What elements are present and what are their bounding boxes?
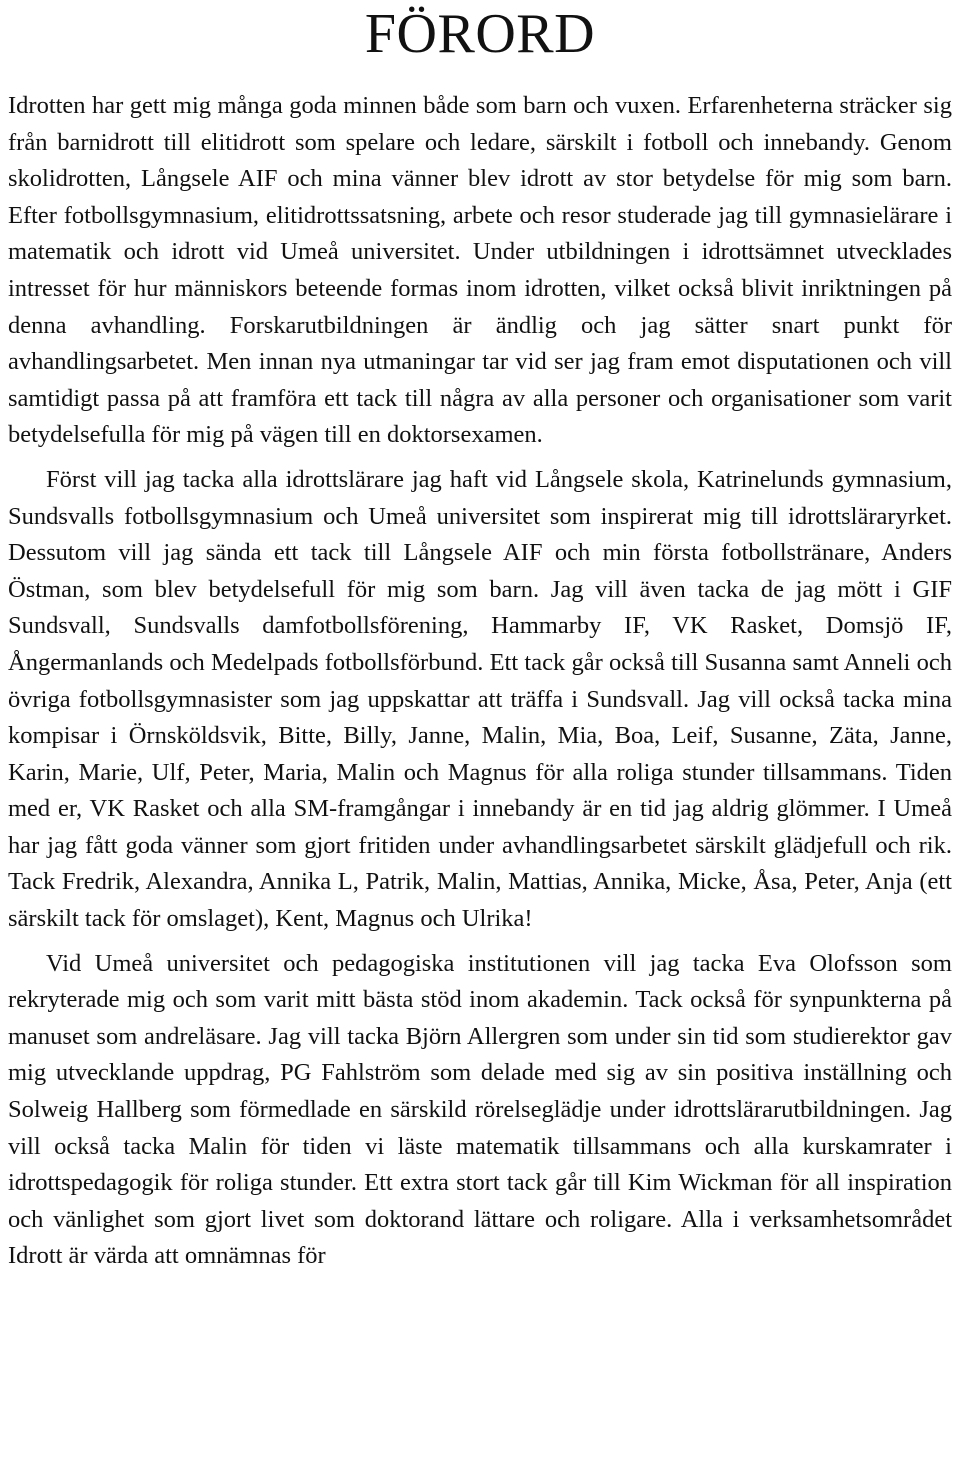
paragraph-1: Idrotten har gett mig många goda minnen både som barn och vuxen. Erfarenheterna sträcker sig från barnidrott till elitidrott som spelare och ledare, särskilt i fotboll och innebandy. Genom skolidrotten, Långsele AIF och mina vänner blev idrott av stor betydelse för mig som barn. Efter fotbollsgymnasium, elitidrottssatsning, arbete och resor studerade jag till gymnasielärare i matematik och idrott vid Umeå universitet. Under utbildningen i idrottsämnet utvecklades intresset för hur människors beteende formas inom idrotten, vilket också blivit inriktningen på denna avhandling. Forskarutbildningen är ändlig och jag sätter snart punkt för avhandlingsarbetet. Men innan nya utmaningar tar vid ser jag fram emot disputationen och vill samtidigt passa på att framföra ett tack till några av alla personer och organisationer som varit betydelsefulla för mig på vägen till en doktorsexamen. xyxy=(8,92,952,449)
paragraph-3: Vid Umeå universitet och pedagogiska institutionen vill jag tacka Eva Olofsson som rekryterade mig och som varit mitt bästa stöd inom akademin. Tack också för synpunkterna på manuset som andreläsare. Jag vill tacka Björn Allergren som under sin tid som studierektor gav mig utvecklande uppdrag, PG Fahlström som delade med sig av sin positiva inställning och Solweig Hallberg som förmedlade en särskild rörelseglädje under idrottslärarutbildningen. Jag vill också tacka Malin för tiden vi läste matematik tillsammans och alla kurskamrater i idrottspedagogik för roliga stunder. Ett extra stort tack går till Kim Wickman för all inspiration och vänlighet som gjort livet som doktorand lättare och roligare. Alla i verksamhetsområdet Idrott är värda att omnämnas för xyxy=(8,949,952,1270)
page-title: FÖRORD xyxy=(364,3,596,65)
document-page xyxy=(8,0,952,1459)
body-text xyxy=(8,88,952,1275)
paragraph-2: Först vill jag tacka alla idrottslärare jag haft vid Långsele skola, Katrinelunds gymnasium, Sundsvalls fotbollsgymnasium och Umeå universitet som inspirerat mig till idrottsläraryrket. Dessutom vill jag sända ett tack till Långsele AIF och min första fotbollstränare, Anders Östman, som blev betydelsefull för mig som barn. Jag vill även tacka de jag mött i GIF Sundsvall, Sundsvalls damfotbollsförening, Hammarby IF, VK Rasket, Domsjö IF, Ångermanlands och Medelpads fotbollsförbund. Ett tack går också till Susanna samt Anneli och övriga fotbollsgymnasister som jag uppskattar att träffa i Sundsvall. Jag vill också tacka mina kompisar i Örnsköldsvik, Bitte, Billy, Janne, Malin, Mia, Boa, Leif, Susanne, Zäta, Janne, Karin, Marie, Ulf, Peter, Maria, Malin och Magnus för alla roliga stunder tillsammans. Tiden med er, VK Rasket och alla SM-framgångar i innebandy är en tid jag aldrig glömmer. I Umeå har jag fått goda vänner som gjort fritiden under avhandlingsarbetet särskilt glädjefull och rik. Tack Fredrik, Alexandra, Annika L, Patrik, Malin, Mattias, Annika, Micke, Åsa, Peter, Anja (ett särskilt tack för omslaget), Kent, Magnus och Ulrika! xyxy=(8,465,952,933)
